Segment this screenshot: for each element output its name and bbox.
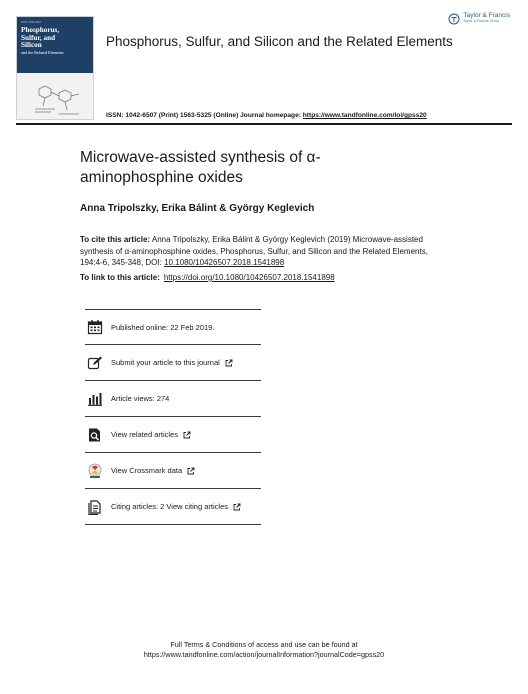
- citation-label: To cite this article:: [80, 235, 151, 244]
- publisher-logo-tagline: Taylor & Francis Group: [463, 18, 500, 23]
- issn-text: ISSN: 1042-6507 (Print) 1563-5325 (Online) Journal homepage:: [106, 112, 303, 119]
- external-link-icon: [187, 467, 195, 475]
- article-info-list: [85, 309, 261, 525]
- calendar-icon: [87, 319, 103, 335]
- cover-title-line-1: Phosphorus,: [21, 26, 60, 35]
- publisher-logo[interactable]: [448, 13, 510, 25]
- related-articles-icon: [87, 427, 103, 443]
- crossmark-icon: [87, 463, 103, 479]
- related-articles-row[interactable]: [85, 417, 261, 453]
- citation-block: [80, 234, 450, 269]
- external-link-icon: [225, 359, 233, 367]
- citing-articles-icon: [87, 499, 103, 515]
- citation-text: Anna Tripolszky, Erika Bálint & György Keglevich (2019) Microwave-assisted synthesis of α-aminophosphine oxides, Phosphorus, Sulfur, and Silicon and the Related Elements, 194:4-6, 345-348, DOI:: [80, 235, 428, 268]
- article-authors: Anna Tripolszky, Erika Bálint & György Keglevich: [80, 203, 315, 214]
- cover-top-line: ISSN 1042-6507: [21, 20, 42, 24]
- submit-article-row[interactable]: [85, 345, 261, 381]
- crossmark-link[interactable]: View Crossmark data: [111, 465, 183, 475]
- journal-cover-image: [16, 16, 94, 120]
- footer-terms-link[interactable]: https://www.tandfonline.com/action/journalInformation?journalCode=gpss20: [143, 650, 385, 660]
- chemical-structure-graphic: [29, 79, 85, 119]
- article-views-text: Article views: 274: [111, 394, 170, 403]
- cover-subtitle: and the Related Elements: [21, 49, 64, 55]
- crossmark-row[interactable]: [85, 453, 261, 489]
- footer-terms-text: Full Terms & Conditions of access and use can be found at: [170, 640, 358, 649]
- article-link-label: To link to this article:: [80, 273, 160, 282]
- article-link-line: [80, 273, 335, 282]
- article-views-row: [85, 381, 261, 417]
- citing-articles-link[interactable]: Citing articles: 2 View citing articles: [111, 501, 228, 511]
- cover-title-line-3: Silicon: [21, 41, 42, 50]
- publisher-logo-icon: [448, 13, 460, 25]
- published-online-text: Published online: 22 Feb 2019.: [111, 322, 215, 332]
- cover-heading: [17, 17, 93, 73]
- citation-doi-link[interactable]: 10.1080/10426507.2018.1541898: [164, 258, 285, 268]
- article-title: Microwave-assisted synthesis of α-aminophosphine oxides: [80, 149, 321, 186]
- external-link-icon: [233, 503, 241, 511]
- article-doi-url[interactable]: https://doi.org/10.1080/10426507.2018.1541898: [163, 273, 335, 282]
- publisher-logo-name: Taylor & Francis: [463, 12, 510, 19]
- published-online-row: [85, 309, 261, 345]
- issn-line: [106, 112, 427, 119]
- header-divider: [16, 123, 512, 125]
- cover-title-line-2: Sulfur, and: [21, 33, 56, 42]
- edit-icon: [87, 355, 103, 371]
- external-link-icon: [183, 431, 191, 439]
- bar-chart-icon: [87, 391, 103, 407]
- journal-title[interactable]: Phosphorus, Sulfur, and Silicon and the Related Elements: [106, 34, 453, 49]
- cover-illustration: [17, 73, 93, 120]
- footer: [0, 640, 528, 660]
- journal-homepage-link[interactable]: https://www.tandfonline.com/loi/gpss20: [302, 112, 427, 119]
- citing-articles-row[interactable]: [85, 489, 261, 525]
- related-articles-link[interactable]: View related articles: [111, 429, 178, 439]
- submit-article-link[interactable]: Submit your article to this journal: [111, 357, 220, 367]
